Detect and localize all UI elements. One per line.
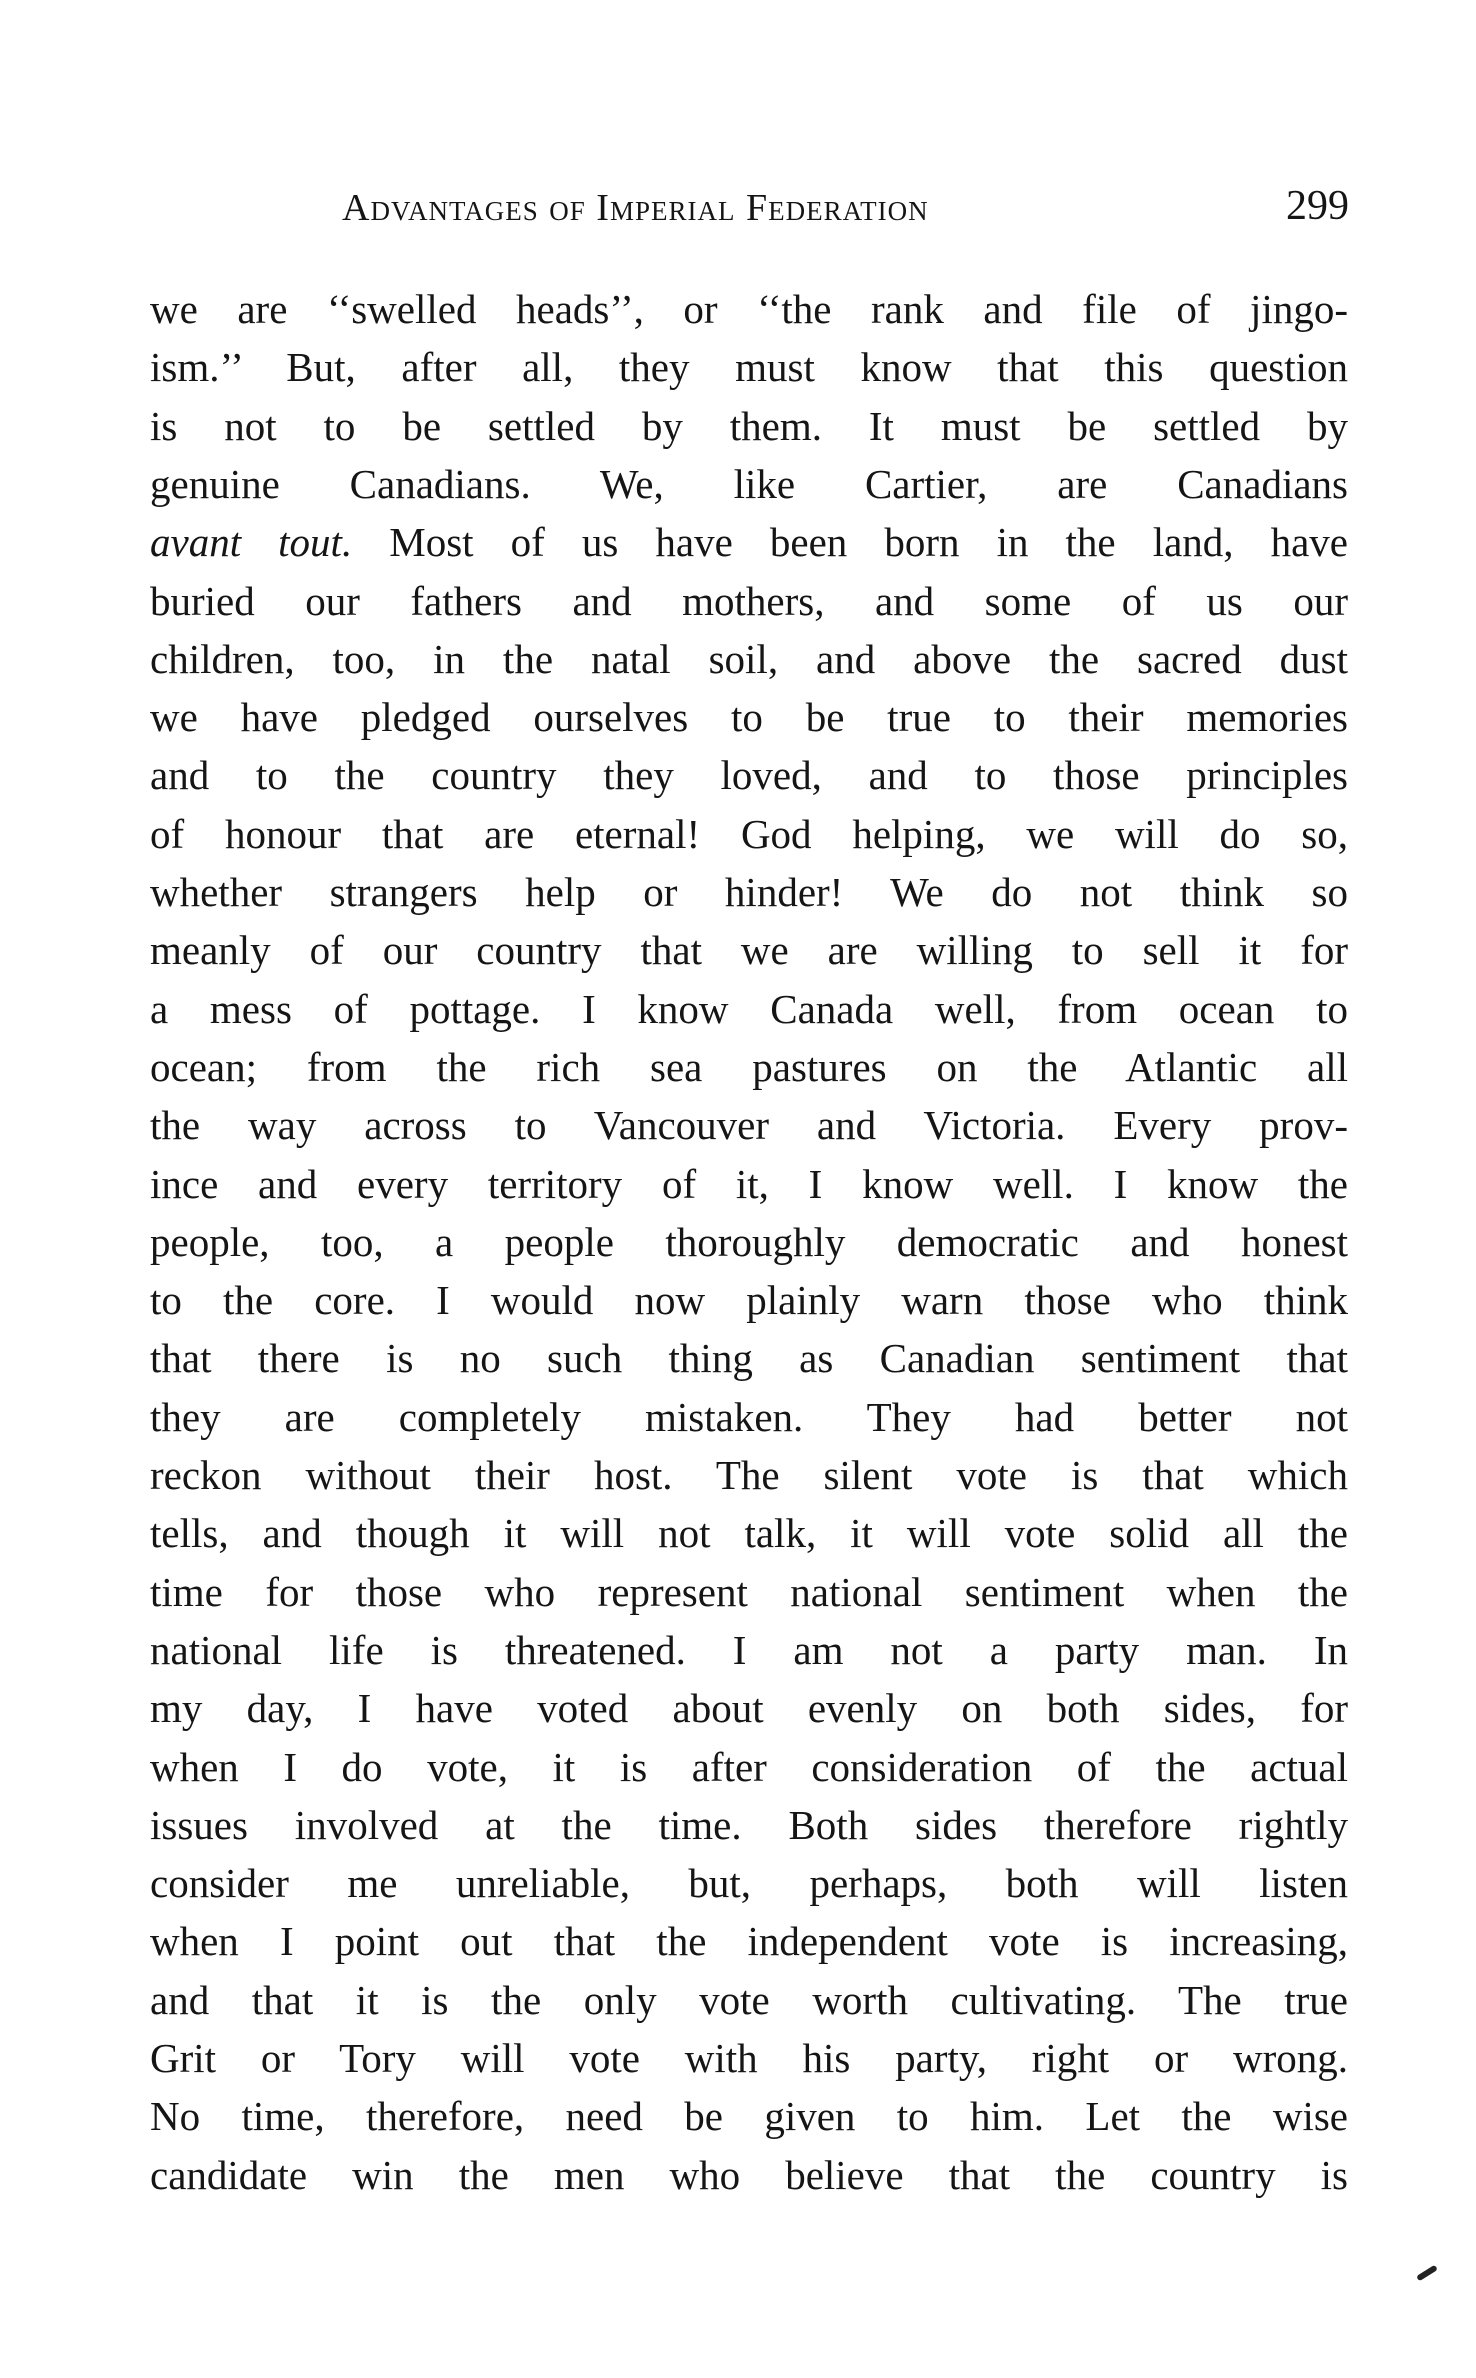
text-line	[150, 1096, 1348, 1154]
text-line	[150, 1912, 1348, 1970]
text-line	[150, 1271, 1348, 1329]
text-line	[150, 1738, 1348, 1796]
text-line	[150, 1504, 1348, 1562]
text-line	[150, 2146, 1348, 2204]
text-line-content: tells, and though it will not talk, it will vote solid all the	[150, 1510, 1348, 1557]
text-line-content: people, too, a people thoroughly democratic and honest	[150, 1218, 1348, 1265]
text-line	[150, 1796, 1348, 1854]
text-line	[150, 1563, 1348, 1621]
text-line	[150, 1679, 1348, 1737]
text-line-content: whether strangers help or hinder! We do not think so	[150, 869, 1348, 915]
text-line-content: a mess of pottage. I know Canada well, from ocean to	[150, 985, 1348, 1032]
text-line	[150, 688, 1348, 746]
text-line	[150, 338, 1348, 396]
italic-phrase: avant tout.	[150, 519, 353, 566]
text-line	[150, 572, 1348, 630]
text-line-content: when I do vote, it is after consideration of the actual	[150, 1743, 1348, 1790]
text-line	[150, 397, 1348, 455]
text-line-content: Grit or Tory will vote with his party, right or wrong.	[150, 2035, 1348, 2081]
text-line	[150, 1971, 1348, 2029]
page-number: 299	[1286, 183, 1349, 229]
text-line	[150, 513, 1348, 571]
text-line	[150, 630, 1348, 688]
text-line	[150, 455, 1348, 513]
text-line	[150, 2029, 1348, 2087]
text-line-content: meanly of our country that we are willing to sell it for	[150, 927, 1348, 974]
text-line-content: buried our fathers and mothers, and some of us our	[150, 577, 1348, 624]
text-line	[150, 1388, 1348, 1446]
text-line-content: No time, therefore, need be given to him. Let the wise	[150, 2093, 1348, 2140]
text-line	[150, 1854, 1348, 1912]
running-title: Advantages of Imperial Federation	[342, 187, 929, 229]
text-line	[150, 1038, 1348, 1096]
text-line-content: that there is no such thing as Canadian sentiment that	[150, 1335, 1348, 1382]
text-line-content: we are ‘‘swelled heads’’, or ‘‘the rank and file of jingo-	[150, 286, 1348, 332]
text-line	[150, 805, 1348, 863]
text-line-content: my day, I have voted about evenly on both sides, for	[150, 1685, 1348, 1732]
text-line-content: genuine Canadians. We, like Cartier, are Canadians	[150, 460, 1348, 507]
text-line	[150, 2087, 1348, 2145]
text-line-content: we have pledged ourselves to be true to their memories	[150, 694, 1348, 741]
text-line-content: they are completely mistaken. They had better not	[150, 1393, 1348, 1440]
text-line-content: national life is threatened. I am not a party man. In	[150, 1626, 1348, 1673]
text-line	[150, 1621, 1348, 1679]
text-line-content: children, too, in the natal soil, and above the sacred dust	[150, 635, 1348, 682]
text-line-content: the way across to Vancouver and Victoria. Every prov-	[150, 1102, 1348, 1149]
text-line-content: consider me unreliable, but, perhaps, both will listen	[150, 1860, 1348, 1907]
text-line-content: avant tout. Most of us have been born in the land, have	[150, 519, 1348, 566]
text-line-content: and to the country they loved, and to those principles	[150, 752, 1348, 799]
text-line	[150, 921, 1348, 979]
text-line	[150, 1155, 1348, 1213]
text-line-content: time for those who represent national sentiment when the	[150, 1568, 1348, 1615]
text-line	[150, 280, 1348, 338]
text-line	[150, 980, 1348, 1038]
text-line-content: reckon without their host. The silent vote is that which	[150, 1452, 1348, 1498]
text-line-content: when I point out that the independent vote is increasing,	[150, 1918, 1348, 1965]
text-line-content: ocean; from the rich sea pastures on the Atlantic all	[150, 1043, 1348, 1090]
text-line-content: ism.’’ But, after all, they must know that this question	[150, 344, 1348, 391]
text-line	[150, 746, 1348, 804]
text-line-content: and that it is the only vote worth cultivating. The true	[150, 1976, 1348, 2023]
margin-mark	[1416, 2265, 1438, 2282]
text-line-content: candidate win the men who believe that the country is	[150, 2151, 1348, 2198]
text-line	[150, 863, 1348, 921]
text-line	[150, 1329, 1348, 1387]
text-line-content: issues involved at the time. Both sides therefore rightly	[150, 1801, 1348, 1848]
running-head	[0, 183, 1476, 246]
text-line-content: of honour that are eternal! God helping, we will do so,	[150, 810, 1348, 857]
text-line	[150, 1446, 1348, 1504]
text-line	[150, 1213, 1348, 1271]
text-line-content: ince and every territory of it, I know well. I know the	[150, 1160, 1348, 1207]
text-line-content: to the core. I would now plainly warn those who think	[150, 1277, 1348, 1324]
text-line-content: is not to be settled by them. It must be settled by	[150, 402, 1348, 449]
